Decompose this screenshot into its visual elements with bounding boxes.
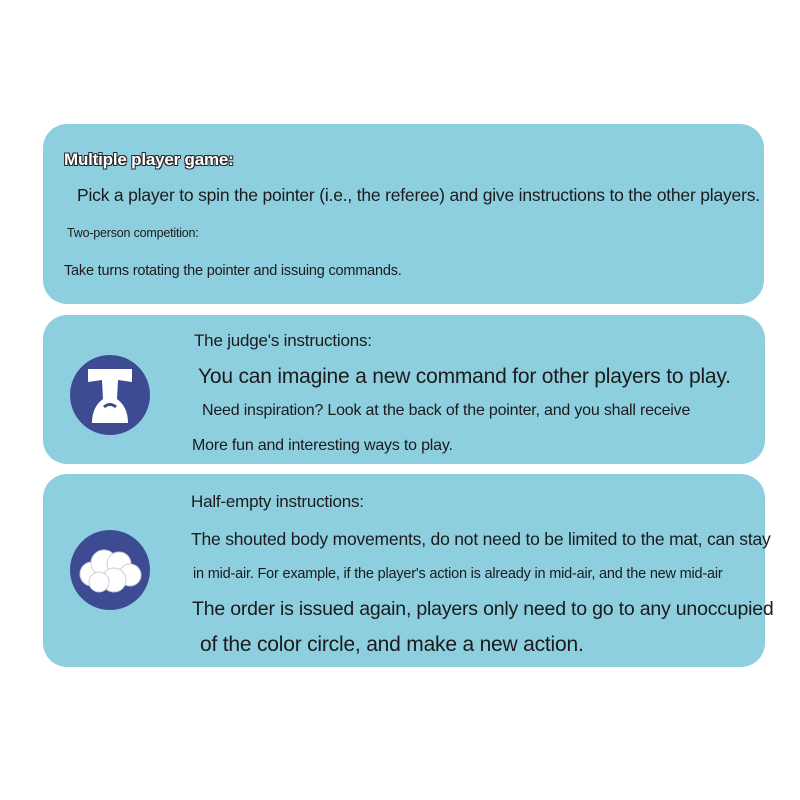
half-empty-card (43, 474, 774, 667)
multiplayer-line-1: Pick a player to spin the pointer (i.e., the referee) and give instructions to the other players. (77, 185, 760, 205)
half-empty-heading: Half-empty instructions: (191, 492, 364, 511)
multiplayer-line-2: Take turns rotating the pointer and issuing commands. (64, 263, 402, 279)
half-empty-line-3: The order is issued again, players only need to go to any unoccupied (192, 598, 774, 620)
half-empty-line-2: in mid-air. For example, if the player's action is already in mid-air, and the new mid-air (193, 566, 723, 582)
judge-line-2: Need inspiration? Look at the back of the pointer, and you shall receive (202, 402, 691, 419)
half-empty-line-4: of the color circle, and make a new action. (200, 633, 584, 656)
half-empty-line-1: The shouted body movements, do not need to be limited to the mat, can stay (191, 529, 771, 549)
judge-line-1: You can imagine a new command for other players to play. (198, 365, 731, 388)
cloud-icon (70, 530, 150, 610)
t-pointer-icon (70, 355, 150, 435)
judge-heading: The judge's instructions: (194, 331, 372, 350)
judge-card (43, 315, 765, 464)
multiplayer-heading: Multiple player game: (64, 150, 234, 169)
multiplayer-card (43, 124, 764, 304)
judge-line-3: More fun and interesting ways to play. (192, 437, 453, 454)
two-person-heading: Two-person competition: (67, 226, 199, 240)
